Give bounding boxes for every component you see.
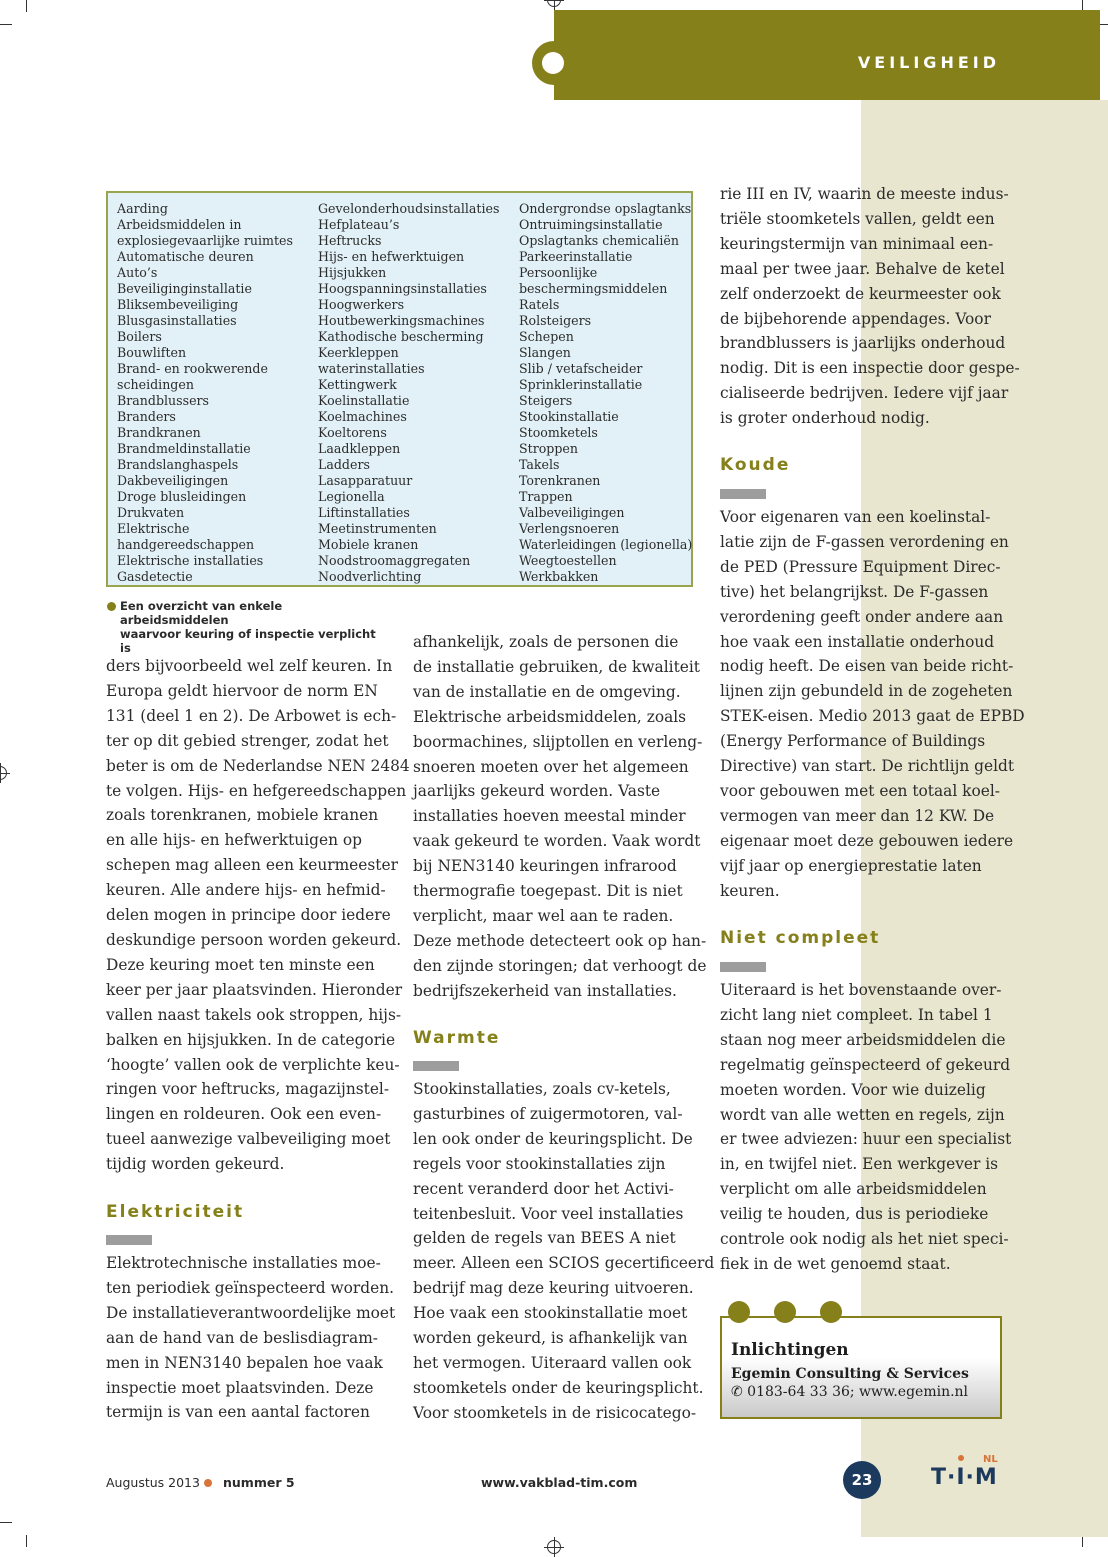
text-line: schepen mag alleen een keurmeester (106, 856, 398, 875)
tim-logo: T·I·M (931, 1465, 998, 1490)
text-line: staan nog meer arbeidsmiddelen die (720, 1030, 1006, 1049)
text-line: afhankelijk, zoals de personen die (413, 633, 679, 651)
caption-line: waarvoor keuring of inspectie verplicht is (120, 627, 376, 655)
text-line: triële stoomketels vallen, geldt een (720, 209, 995, 228)
text-line: ders bijvoorbeeld wel zelf keuren. In (106, 657, 393, 675)
crop-mark (26, 0, 27, 12)
equipment-list-item: Trappen (519, 489, 573, 504)
text-line: keuringstermijn van minimaal een- (720, 234, 994, 253)
text-line: tive) het belangrijkst. De F-gassen (720, 582, 989, 601)
text-line: er twee adviezen: huur een specialist (720, 1130, 1012, 1149)
column-2-paragraph-2 (413, 1077, 714, 1426)
section-label: VEILIGHEID (857, 53, 1000, 72)
heading-koude: Koude (720, 455, 791, 475)
equipment-list-item: Waterleidingen (legionella) (519, 537, 693, 552)
text-line: thermografie toegepast. Dit is niet (413, 882, 683, 901)
text-line: Hoe vaak een stookinstallatie moet (413, 1304, 688, 1323)
text-line: te volgen. Hijs- en hefgereedschappen (106, 781, 407, 800)
text-line: den zijnde storingen; dat verhoogt de (413, 956, 707, 975)
equipment-list-item: Arbeidsmiddelen in (117, 217, 242, 232)
text-line: lingen en roldeuren. Ook een even- (106, 1105, 382, 1124)
info-bullet-icon (820, 1301, 842, 1323)
heading-warmte: Warmte (413, 1028, 501, 1048)
equipment-list-item: Valbeveiligingen (519, 505, 625, 520)
text-line: Voor stoomketels in de risicocatego- (413, 1403, 697, 1422)
text-line: Deze keuring moet ten minste een (106, 955, 375, 974)
equipment-list-item: Brand- en rookwerende (117, 361, 268, 376)
text-line: ‘hoogte’ vallen ook de verplichte keu- (106, 1055, 400, 1074)
text-line: cialiseerde bedrijven. Iedere vijf jaar (720, 384, 1009, 403)
text-line: deskundige persoon worden gekeurd. (106, 930, 402, 949)
heading-rule (106, 1235, 152, 1245)
text-line: teitenbesluit. Voor veel installaties (413, 1204, 684, 1223)
caption-bullet-icon (107, 602, 116, 611)
equipment-list-item: Gevelonderhoudsinstallaties (318, 201, 500, 216)
text-line: vijf jaar op energieprestatie laten (720, 856, 982, 875)
text-line: de PED (Pressure Equipment Direc- (720, 557, 1001, 576)
column-3-paragraph-1 (720, 182, 1020, 431)
equipment-list-item: beschermingsmiddelen (519, 281, 668, 296)
text-line: regelmatig geïnspecteerd of gekeurd (720, 1055, 1011, 1074)
equipment-list-item: Laadkleppen (318, 441, 401, 456)
text-line: Stookinstallaties, zoals cv-ketels, (413, 1080, 671, 1098)
text-line: Elektrotechnische installaties moe- (106, 1254, 381, 1272)
info-contact: ✆ 0183-64 33 36; www.egemin.nl (731, 1384, 969, 1400)
text-line: is groter onderhoud nodig. (720, 409, 930, 428)
equipment-list-item: Opslagtanks chemicaliën (519, 233, 679, 248)
registration-mark-icon (547, 1540, 561, 1554)
text-line: recent veranderd door het Activi- (413, 1179, 674, 1198)
equipment-list-item: Steigers (519, 393, 573, 408)
crop-mark (0, 1522, 12, 1523)
equipment-list-item: Beveiliginginstallatie (117, 281, 252, 296)
equipment-list-column-1 (117, 201, 293, 585)
equipment-list-item: Branders (117, 409, 176, 424)
text-line: nodig heeft. De eisen van beide richt- (720, 657, 1014, 676)
text-line: tijdig worden gekeurd. (106, 1155, 285, 1174)
equipment-list-item: Dakbeveiligingen (117, 473, 229, 488)
equipment-list-item: Verlengsnoeren (519, 521, 620, 536)
column-3-paragraph-2 (720, 505, 1025, 904)
registration-mark-icon (547, 0, 561, 7)
equipment-list-column-2 (318, 201, 499, 585)
equipment-list-item: waterinstallaties (318, 361, 425, 376)
text-line: meer. Alleen een SCIOS gecertificeerd (413, 1254, 715, 1273)
equipment-list-item: Gasdetectie (117, 569, 193, 584)
text-line: veilig te houden, dus is periodieke (720, 1205, 989, 1224)
equipment-list-item: Schepen (519, 329, 574, 344)
text-line: boormachines, slijptollen en verleng- (413, 732, 703, 751)
crop-mark (26, 1535, 27, 1547)
text-line: maal per twee jaar. Behalve de ketel (720, 259, 1005, 278)
heading-rule (413, 1061, 459, 1071)
footer-issue: nummer 5 (223, 1475, 295, 1490)
text-line: lijnen zijn gebundeld in de zogeheten (720, 682, 1013, 701)
equipment-list-item: handgereedschappen (117, 537, 255, 552)
equipment-list-item: Brandslanghaspels (117, 457, 239, 472)
text-line: gelden de regels van BEES A niet (413, 1229, 676, 1248)
footer-date: Augustus 2013 (106, 1475, 200, 1490)
equipment-list-item: Slib / vetafscheider (519, 361, 643, 376)
equipment-list-item: explosiegevaarlijke ruimtes (117, 233, 293, 248)
text-line: het vermogen. Uiteraard vallen ook (413, 1353, 692, 1372)
equipment-list-item: Hijsjukken (318, 265, 387, 280)
equipment-list-item: Hoogspanningsinstallaties (318, 281, 487, 296)
text-line: Uiteraard is het bovenstaande over- (720, 981, 1002, 999)
equipment-list-item: Droge blusleidingen (117, 489, 247, 504)
equipment-list-item: scheidingen (117, 377, 194, 392)
text-line: keuren. Alle andere hijs- en hefmid- (106, 881, 386, 900)
text-line: wordt van alle wetten en regels, zijn (720, 1105, 1005, 1124)
equipment-list-item: Brandmeldinstallatie (117, 441, 251, 456)
column-1-paragraph-1 (106, 654, 410, 1177)
equipment-list-item: Slangen (519, 345, 571, 360)
text-line: hoe vaak een installatie onderhoud (720, 632, 995, 651)
text-line: ter op dit gebied strenger, zodat het (106, 731, 389, 750)
text-line: len ook onder de keuringsplicht. De (413, 1129, 693, 1148)
heading-niet-compleet: Niet compleet (720, 928, 881, 948)
footer-website[interactable]: www.vakblad-tim.com (481, 1475, 638, 1490)
equipment-list-item: Rolsteigers (519, 313, 592, 328)
text-line: keuren. (720, 881, 780, 900)
equipment-list-item: Hefplateau’s (318, 217, 400, 232)
text-line: tueel aanwezige valbeveiliging moet (106, 1130, 391, 1149)
equipment-list-item: Koelmachines (318, 409, 407, 424)
text-line: bij NEN3140 keuringen infrarood (413, 857, 677, 876)
equipment-list-item: Elektrische installaties (117, 553, 264, 568)
equipment-list-item: Hoogwerkers (318, 297, 405, 312)
text-line: voor gebouwen met een totaal koel- (720, 781, 1000, 800)
heading-elektriciteit: Elektriciteit (106, 1202, 245, 1222)
text-line: vaak gekeurd te worden. Vaak wordt (413, 832, 701, 851)
text-line: regels voor stookinstallaties zijn (413, 1154, 666, 1173)
text-line: zelf onderzoekt de keurmeester ook (720, 284, 1001, 303)
text-line: De installatieverantwoordelijke moet (106, 1303, 396, 1322)
equipment-list-item: Mobiele kranen (318, 537, 419, 552)
text-line: stoomketels onder de keuringsplicht. (413, 1378, 704, 1397)
text-line: (Energy Performance of Buildings (720, 732, 986, 751)
equipment-list-column-3 (519, 201, 692, 585)
text-line: bedrijf mag deze keuring uitvoeren. (413, 1279, 694, 1298)
text-line: vermogen van meer dan 12 KW. De (720, 806, 995, 825)
equipment-list-item: Lasapparatuur (318, 473, 413, 488)
text-line: ten periodiek geïnspecteerd worden. (106, 1278, 395, 1297)
info-bullet-icon (774, 1301, 796, 1323)
text-line: jaarlijks gekeurd worden. Vaste (413, 782, 661, 801)
crop-mark (0, 24, 12, 25)
equipment-list-item: Keerkleppen (318, 345, 399, 360)
equipment-list-item: Bouwliften (117, 345, 187, 360)
logo-dot-icon (958, 1455, 964, 1461)
text-line: Elektrische arbeidsmiddelen, zoals (413, 707, 687, 726)
equipment-list-item: Werkbakken (519, 569, 599, 584)
info-company: Egemin Consulting & Services (731, 1366, 969, 1382)
equipment-list-item: Houtbewerkingsmachines (318, 313, 485, 328)
equipment-list-item: Brandblussers (117, 393, 210, 408)
text-line: Directive) van start. De richtlijn geldt (720, 757, 1015, 776)
equipment-list-item: Stookinstallatie (519, 409, 619, 424)
equipment-list-item: Brandkranen (117, 425, 201, 440)
equipment-list-item: Torenkranen (519, 473, 601, 488)
equipment-list-item: Takels (519, 457, 560, 472)
equipment-list-item: Automatische deuren (117, 249, 254, 264)
text-line: snoeren moeten over het algemeen (413, 757, 689, 776)
equipment-list-item: Weegtoestellen (519, 553, 617, 568)
logo-nl-suffix: NL (983, 1454, 998, 1465)
equipment-list-item: Meetinstrumenten (318, 521, 437, 536)
text-line: 131 (deel 1 en 2). De Arbowet is ech- (106, 706, 397, 725)
equipment-list-item: Noodverlichting (318, 569, 422, 584)
text-line: verplicht om alle arbeidsmiddelen (720, 1180, 987, 1199)
equipment-list-item: Auto’s (117, 265, 158, 280)
text-line: verplicht, maar wel aan te raden. (413, 906, 674, 925)
text-line: verordening geeft onder andere aan (720, 607, 1004, 626)
column-1-paragraph-2 (106, 1251, 395, 1425)
text-line: nodig. Dit is een inspectie door gespe- (720, 359, 1020, 378)
text-line: worden gekeurd, is afhankelijk van (413, 1329, 688, 1348)
equipment-list-item: Boilers (117, 329, 162, 344)
equipment-list-item: Hijs- en hefwerktuigen (318, 249, 465, 264)
page-number: 23 (843, 1461, 881, 1499)
column-3-paragraph-3 (720, 978, 1011, 1277)
equipment-list-item: Legionella (318, 489, 385, 504)
info-bullet-icon (728, 1301, 750, 1323)
text-line: STEK-eisen. Medio 2013 gaat de EPBD (720, 707, 1025, 726)
equipment-list-item: Bliksembeveiliging (117, 297, 239, 312)
equipment-list-item: Ladders (318, 457, 370, 472)
text-line: en alle hijs- en hefwerktuigen op (106, 831, 363, 850)
heading-rule (720, 962, 766, 972)
equipment-list-item: Koelinstallatie (318, 393, 410, 408)
figure-caption (120, 599, 390, 655)
text-line: aan de hand van de beslisdiagram- (106, 1328, 379, 1347)
text-line: Voor eigenaren van een koelinstal- (720, 508, 991, 526)
equipment-list-item: Ratels (519, 297, 560, 312)
equipment-list-item: Parkeerinstallatie (519, 249, 633, 264)
text-line: beter is om de Nederlandse NEN 2484 (106, 756, 410, 775)
text-line: delen mogen in principe door iedere (106, 906, 391, 925)
column-2-paragraph-1 (413, 630, 706, 1004)
equipment-list-item: Persoonlijke (519, 265, 598, 280)
text-line: de installatie gebruiken, de kwaliteit (413, 657, 700, 676)
text-line: controle ook nodig als het niet speci- (720, 1230, 1009, 1249)
equipment-list-item: Kathodische bescherming (318, 329, 484, 344)
text-line: van de installatie en de omgeving. (413, 682, 681, 701)
text-line: gasturbines of zuigermotoren, val- (413, 1104, 683, 1123)
equipment-list-item: Ondergrondse opslagtanks (519, 201, 692, 216)
text-line: vallen naast takels ook stroppen, hijs- (106, 1005, 402, 1024)
text-line: bedrijfszekerheid van installaties. (413, 981, 677, 1000)
text-line: men in NEN3140 bepalen hoe vaak (106, 1353, 383, 1372)
equipment-list-item: Elektrische (117, 521, 190, 536)
text-line: Deze methode detecteert ook op han- (413, 931, 707, 950)
text-line: inspectie moet plaatsvinden. Deze (106, 1378, 374, 1397)
equipment-list-item: Noodstroomaggregaten (318, 553, 471, 568)
text-line: zicht lang niet compleet. In tabel 1 (720, 1005, 993, 1024)
equipment-list-item: Ontruimingsinstallatie (519, 217, 663, 232)
text-line: keer per jaar plaatsvinden. Hieronder (106, 980, 403, 999)
caption-line: Een overzicht van enkele arbeidsmiddelen (120, 599, 283, 627)
text-line: in, en twijfel niet. Een werkgever is (720, 1155, 999, 1174)
registration-mark-icon (0, 766, 7, 780)
equipment-list-item: Stoomketels (519, 425, 598, 440)
equipment-list-item: Kettingwerk (318, 377, 397, 392)
text-line: ringen voor heftrucks, magazijnstel- (106, 1080, 390, 1099)
equipment-list-item: Stroppen (519, 441, 578, 456)
text-line: installaties hoeven meestal minder (413, 807, 686, 826)
equipment-list-item: Sprinklerinstallatie (519, 377, 643, 392)
text-line: rie III en IV, waarin de meeste indus- (720, 185, 1009, 203)
equipment-list-item: Heftrucks (318, 233, 382, 248)
header-bullet-inner (542, 52, 564, 74)
equipment-list-item: Blusgasinstallaties (117, 313, 237, 328)
heading-rule (720, 489, 766, 499)
text-line: moeten worden. Voor wie duizelig (720, 1080, 986, 1099)
text-line: zoals torenkranen, mobiele kranen (106, 806, 379, 825)
equipment-list-item: Koeltorens (318, 425, 387, 440)
text-line: brandblussers is jaarlijks onderhoud (720, 334, 1006, 353)
text-line: de bijbehorende appendages. Voor (720, 309, 991, 328)
text-line: latie zijn de F-gassen verordening en (720, 532, 1009, 551)
footer-separator-icon (204, 1479, 212, 1487)
text-line: Europa geldt hiervoor de norm EN (106, 681, 378, 700)
info-title: Inlichtingen (731, 1340, 849, 1360)
text-line: balken en hijsjukken. In de categorie (106, 1030, 396, 1049)
equipment-list-item: Drukvaten (117, 505, 185, 520)
text-line: termijn is van een aantal factoren (106, 1403, 370, 1422)
equipment-list-item: Aarding (117, 201, 168, 216)
equipment-list-item: Liftinstallaties (318, 505, 410, 520)
text-line: fiek in de wet genoemd staat. (720, 1254, 951, 1273)
text-line: eigenaar moet deze gebouwen iedere (720, 831, 1014, 850)
